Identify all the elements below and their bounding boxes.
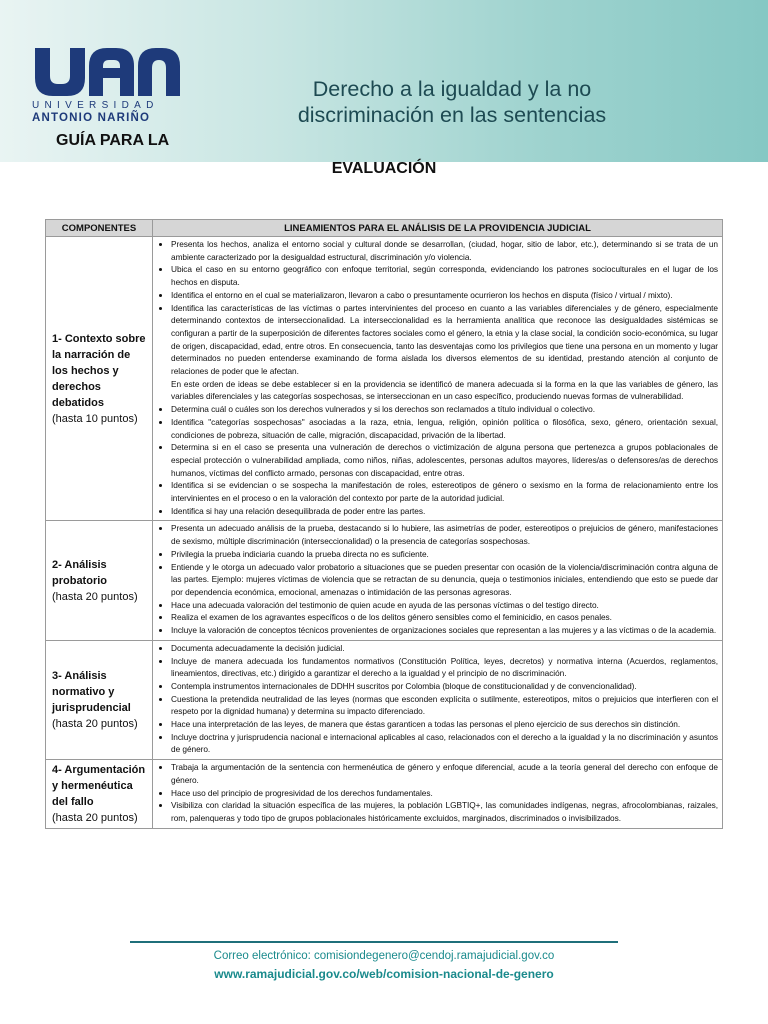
list-item: • Incluye doctrina y jurisprudencia nacional e internacional aplicables al caso, relacionados con el derecho a la igualdad y la no discriminación y asuntos de género. [171, 731, 718, 756]
logo-universidad-text: UNIVERSIDAD [32, 100, 159, 111]
footer-divider [130, 941, 618, 943]
component-points: (hasta 20 puntos) [52, 811, 138, 824]
list-item: • Cuestiona la pretendida neutralidad de las leyes (normas que esconden explícita o sutilmente, estereotipos, mitos o prejuicios que interfieren con el respeto por la dignidad humana) y determina su impacto diferenciado. [171, 693, 718, 718]
guidelines-list [157, 238, 718, 378]
component-cell [46, 640, 153, 759]
table-row [46, 760, 723, 829]
list-item: • Contempla instrumentos internacionales de DDHH suscritos por Colombia (bloque de constitucionalidad y de convencionalidad). [171, 680, 718, 693]
list-item: • Hace una adecuada valoración del testimonio de quien acude en ayuda de las personas víctimas o del testigo directo. [171, 599, 718, 612]
guidelines-list [157, 642, 718, 756]
list-item: • Identifica si hay una relación desequilibrada de poder entre las partes. [171, 505, 718, 518]
guidelines-list [157, 522, 718, 636]
component-cell [46, 521, 153, 640]
table-row [46, 640, 723, 759]
list-item: • Determina cuál o cuáles son los derechos vulnerados y si los derechos son reclamados a título individual o colectivo. [171, 403, 718, 416]
component-cell [46, 237, 153, 521]
list-item: • Trabaja la argumentación de la sentencia con hermenéutica de género y enfoque diferencial, acude a la teoría general del derecho con enfoque de género. [171, 761, 718, 786]
guidelines-cell [153, 640, 723, 759]
document-title-line-1: Derecho a la igualdad y la no [312, 77, 592, 101]
guidelines-cell [153, 521, 723, 640]
evaluation-table [45, 219, 723, 829]
component-name: 1- Contexto sobre la narración de los hechos y derechos debatidos [52, 332, 146, 409]
document-title [252, 76, 652, 128]
list-item: • Ubica el caso en su entorno geográfico con enfoque territorial, según corresponda, evidenciando los patrones socioculturales en el lugar de los hechos en disputa. [171, 263, 718, 288]
component-name: 3- Análisis normativo y jurisprudencial [52, 669, 131, 714]
footer-website-link[interactable]: www.ramajudicial.gov.co/web/comision-nacional-de-genero [214, 967, 554, 981]
list-item: • Presenta un adecuado análisis de la prueba, destacando si lo hubiere, las asimetrías de poder, estereotipos o prejuicios de género, manifestaciones de sexismo, múltiple discriminación (interseccionalidad) o la presencia de categorías sospechosas. [171, 522, 718, 547]
list-item: • Hace uso del principio de progresividad de los derechos fundamentales. [171, 787, 718, 800]
document-title-line-2: discriminación en las sentencias [297, 103, 607, 127]
list-item: • Visibiliza con claridad la situación específica de las mujeres, la población LGBTIQ+, las comunidades indígenas, negras, afrocolombianas, raizales, rom, palenqueras y todo tipo de grupos poblacionales históricamente excluidos, marginados, discriminados o invisibilizados. [171, 799, 718, 824]
component-name: 2- Análisis probatorio [52, 558, 107, 587]
list-item: • Identifica las características de las víctimas o partes intervinientes del proceso en cuanto a las variables diferenciales y de género, especialmente determinando contextos de interseccionalidad. La interseccionalidad es la herramienta analítica que reconoce las desigualdades sistémicas se configuran a partir de la superposición de diferentes factores sociales como el género, la etnia y la clase social, la condición socio-económica, su lugar de origen, discapacidad, edad, entre otros. En consecuencia, tanto las desventajas como los privilegios que tiene una persona en un momento y lugar determinados no pueden entenderse examinando de forma aislada los diversos elementos de su identidad, prestando atención al conjunto de relaciones de poder que le afectan. [171, 302, 718, 378]
column-header-guidelines: LINEAMIENTOS PARA EL ANÁLISIS DE LA PROVIDENCIA JUDICIAL [153, 220, 723, 237]
list-item: • Realiza el examen de los agravantes específicos o de los delitos género sensibles como el feminicidio, en casos penales. [171, 611, 718, 624]
table-row [46, 521, 723, 640]
list-item: • Privilegia la prueba indiciaria cuando la prueba directa no es suficiente. [171, 548, 718, 561]
list-item: • Incluye la valoración de conceptos técnicos provenientes de organizaciones sociales que representan a las mujeres y a las víctimas o de la academia. [171, 624, 718, 637]
component-name: 4- Argumentación y hermenéutica del fallo [52, 763, 146, 808]
list-item: • Documenta adecuadamente la decisión judicial. [171, 642, 718, 655]
guidelines-cell [153, 760, 723, 829]
table-row [46, 237, 723, 521]
university-logo [32, 44, 182, 124]
list-item: • Identifica el entorno en el cual se materializaron, llevaron a cabo o presuntamente ocurrieron los hechos en disputa (físico / virtual / mixto). [171, 289, 718, 302]
footer-email: Correo electrónico: comisiondegenero@cendoj.ramajudicial.gov.co [213, 950, 555, 962]
section-heading: EVALUACIÓN [331, 160, 437, 177]
guidelines-list [157, 403, 718, 517]
column-header-components: COMPONENTES [46, 220, 153, 237]
component-cell [46, 760, 153, 829]
uan-logo-icon [32, 44, 182, 98]
component-points: (hasta 10 puntos) [52, 412, 138, 425]
logo-antonio-narino-text: ANTONIO NARIÑO [32, 112, 151, 124]
guide-label: GUÍA PARA LA [56, 132, 170, 149]
guidelines-list [157, 761, 718, 825]
component-points: (hasta 20 puntos) [52, 717, 138, 730]
list-item: • Incluye de manera adecuada los fundamentos normativos (Constitución Política, leyes, decretos) y normativa interna (Acuerdos, reglamentos, lineamientos, directivas, etc.) dirigido a garantizar el derecho a la igualdad y el principio de no discriminación. [171, 655, 718, 680]
list-item: • Hace una interpretación de las leyes, de manera que éstas garanticen a todas las personas el pleno ejercicio de sus derechos sin distinción. [171, 718, 718, 731]
list-item: • Presenta los hechos, analiza el entorno social y cultural donde se desarrollan, (ciudad, hogar, sitio de labor, etc.), determinando si se trata de un ambiente caracterizado por la desigualdad estructural, discriminación y/o violencia. [171, 238, 718, 263]
list-item: • Identifica si se evidencian o se sospecha la manifestación de roles, estereotipos de género o sexismo en la forma de relacionamiento entre los intervinientes en el proceso o en la valoración del contexto por parte de la autoridad judicial. [171, 479, 718, 504]
list-item: • Entiende y le otorga un adecuado valor probatorio a situaciones que se pueden presentar con ocasión de la violencia/discriminación contra alguna de las partes. Ejemplo: mujeres víctimas de violencia que se retractan de su denuncia, queja o testimonios iniciales, entendiendo que esto se puede dar por dependencia económica, emocional, amenazas o intimidación de las personas agresoras. [171, 561, 718, 599]
list-item: • Determina si en el caso se presenta una vulneración de derechos o victimización de alguna persona que pertenezca a grupos poblacionales de especial protección o vulnerabilidad ampliada, como niños, niñas, adolescentes, personas adultos mayores, líderes/as o defensores/as de derechos humanos, víctimas del conflicto armado, personas con discapacidad, entre otras. [171, 441, 718, 479]
list-item: • Identifica "categorías sospechosas" asociadas a la raza, etnia, lengua, religión, opinión política o filosófica, sexo, género, orientación sexual, condiciones de pobreza, situación de calle, migración, discapacidad, privación de la libertad. [171, 416, 718, 441]
list-item-continuation: En este orden de ideas se debe establecer si en la providencia se identificó de manera adecuada si la forma en la que las variables de género, las variables diferenciales y las categorías sospechosas, se interseccionan en un caso específico, produciendo nuevas formas de vulnerabilidad. [171, 378, 718, 402]
component-points: (hasta 20 puntos) [52, 590, 138, 603]
table-header-row [46, 220, 723, 237]
guidelines-cell [153, 237, 723, 521]
